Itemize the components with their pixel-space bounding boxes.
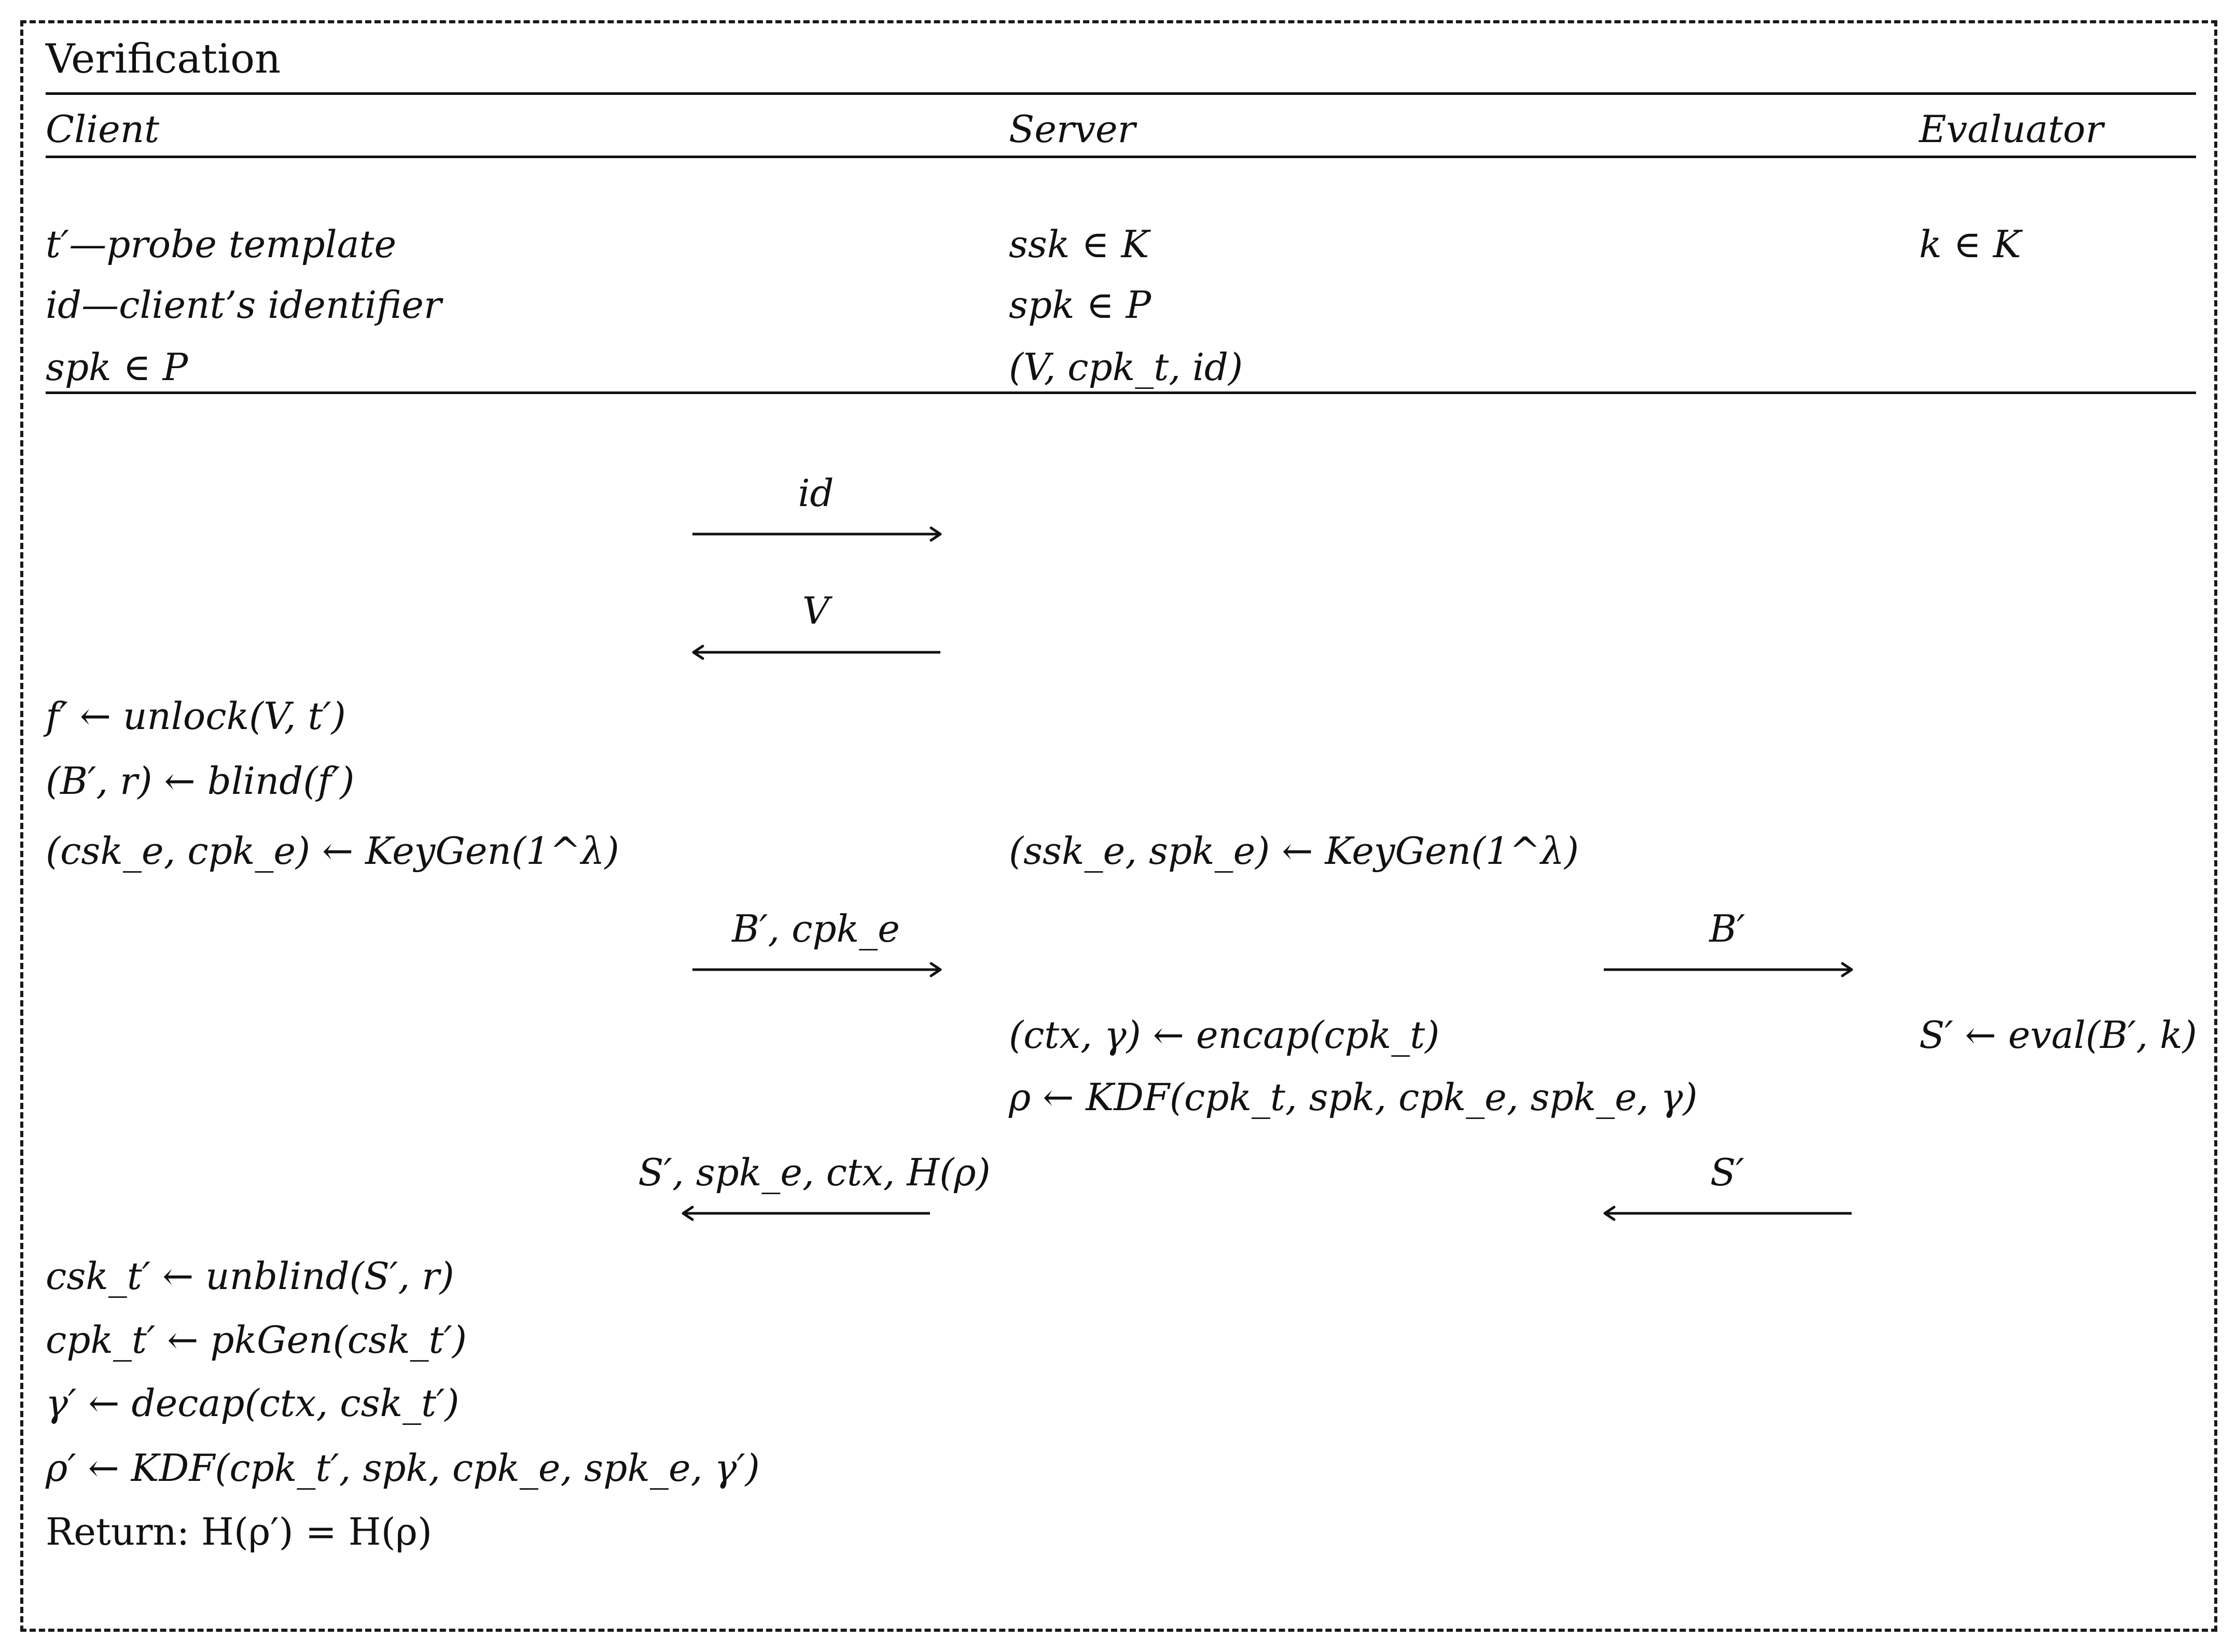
arrow-left-response bbox=[681, 1198, 933, 1229]
client-step-return: Return: H(ρ′) = H(ρ) bbox=[46, 1510, 433, 1553]
server-step-encap: (ctx, γ) ← encap(cpk_t) bbox=[1009, 1013, 1440, 1057]
inputs-rule bbox=[46, 391, 2196, 394]
client-input-id: id—client’s identifier bbox=[46, 283, 442, 327]
server-step-keygen: (ssk_e, spk_e) ← KeyGen(1^λ) bbox=[1009, 829, 1579, 873]
arrow-right-id bbox=[691, 519, 943, 550]
client-input-spk: spk ∈ P bbox=[46, 345, 188, 389]
arrow-left-v bbox=[691, 637, 943, 668]
client-step-blind: (B′, r) ← blind(f′) bbox=[46, 759, 355, 803]
arrow-right-b-to-evaluator bbox=[1603, 954, 1855, 985]
arrow-right-blinded bbox=[691, 954, 943, 985]
message-label-s-from-evaluator: S′ bbox=[1710, 1151, 1744, 1194]
client-step-unblind: csk_t′ ← unblind(S′, r) bbox=[46, 1254, 454, 1298]
arrow-left-s-from-evaluator bbox=[1603, 1198, 1855, 1229]
message-label-b-to-evaluator: B′ bbox=[1709, 907, 1745, 950]
client-input-probe: t′—probe template bbox=[46, 222, 397, 266]
client-step-pkgen: cpk_t′ ← pkGen(csk_t′) bbox=[46, 1318, 467, 1362]
server-input-tuple: (V, cpk_t, id) bbox=[1009, 345, 1243, 389]
diagram-title: Verification bbox=[46, 36, 281, 82]
server-input-ssk: ssk ∈ K bbox=[1009, 222, 1149, 266]
client-step-decap: γ′ ← decap(ctx, csk_t′) bbox=[46, 1381, 460, 1425]
message-label-v: V bbox=[802, 589, 829, 633]
client-step-unlock: f′ ← unlock(V, t′) bbox=[46, 694, 346, 738]
evaluator-step-eval: S′ ← eval(B′, k) bbox=[1919, 1013, 2197, 1057]
message-label-response: S′, spk_e, ctx, H(ρ) bbox=[638, 1151, 991, 1194]
client-step-kdf: ρ′ ← KDF(cpk_t′, spk, cpk_e, spk_e, γ′) bbox=[46, 1446, 760, 1490]
message-label-blinded: B′, cpk_e bbox=[732, 907, 900, 950]
message-label-id: id bbox=[798, 471, 834, 515]
evaluator-input-k: k ∈ K bbox=[1919, 222, 2021, 266]
role-client: Client bbox=[46, 107, 160, 151]
client-step-keygen: (csk_e, cpk_e) ← KeyGen(1^λ) bbox=[46, 829, 619, 873]
roles-rule bbox=[46, 156, 2196, 158]
role-evaluator: Evaluator bbox=[1919, 107, 2104, 151]
title-rule bbox=[46, 92, 2196, 95]
server-input-spk: spk ∈ P bbox=[1009, 283, 1151, 327]
server-step-kdf: ρ ← KDF(cpk_t, spk, cpk_e, spk_e, γ) bbox=[1009, 1075, 1698, 1119]
role-server: Server bbox=[1009, 107, 1136, 151]
